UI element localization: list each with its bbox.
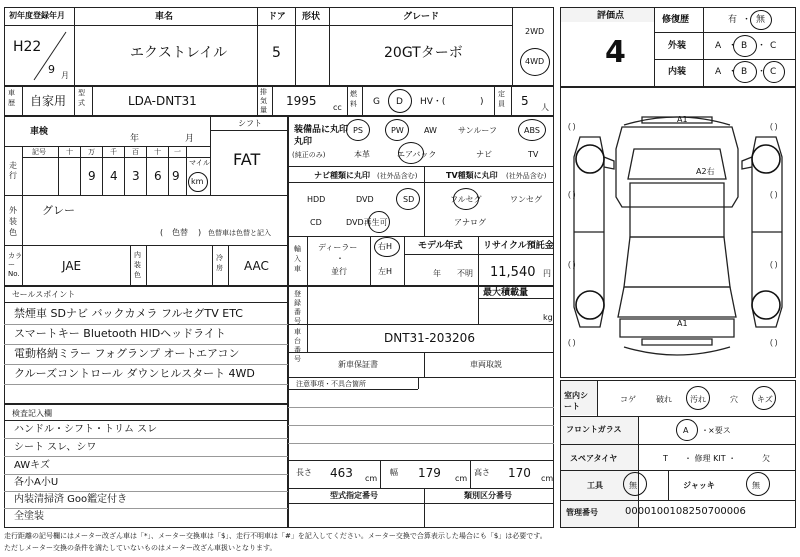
seat-item: 穴: [730, 395, 738, 404]
sales-line: クルーズコントロール ダウンヒルスタート 4WD: [14, 367, 255, 380]
svg-text:( ): ( ): [770, 338, 778, 347]
repair-label: 修復歴: [662, 15, 690, 25]
color-change-open: (: [160, 228, 164, 237]
tv-sub: (社外品含む): [506, 172, 547, 180]
tools-label: 工具: [587, 481, 603, 490]
mileage-digit: 4: [110, 169, 118, 183]
inspect-line: 各小A小U: [14, 477, 59, 488]
mileage-mile: マイル: [189, 159, 210, 167]
inspection-month: 月: [185, 134, 195, 144]
mileage-label: 走行: [9, 161, 17, 180]
equipment-label: 装備品に丸印: [294, 125, 349, 135]
ac-label: 冷房: [216, 254, 223, 272]
fuel-close: ): [480, 97, 484, 107]
first-reg-label: 初年度登録年月: [9, 11, 65, 20]
class-no-label: 類別区分番号: [464, 491, 512, 500]
mileage-col-2: 万: [88, 148, 95, 156]
recycle-value: 11,540: [490, 265, 536, 280]
width-value: 179: [418, 466, 441, 480]
ext-sep: ・: [728, 41, 738, 51]
equip-sunroof: サンルーフ: [458, 126, 497, 135]
control-value: 0000100108250700006: [625, 506, 746, 517]
warranty-label: 新車保証書: [338, 360, 378, 369]
navi-sub: (社外品含む): [377, 172, 418, 180]
type-cert-label: 型式指定番号: [330, 491, 378, 500]
jack-value: 無: [752, 481, 760, 490]
shift-label: シフト: [238, 119, 262, 128]
chassis-value: DNT31-203206: [384, 331, 475, 345]
score-value: 4: [605, 35, 626, 70]
inspect-line: 全塗装: [14, 511, 44, 522]
color-no-label: カラーNo.: [8, 252, 22, 278]
seat-item: コゲ: [620, 395, 636, 404]
score-label: 評価点: [597, 11, 625, 21]
length-label: 長さ: [296, 468, 312, 477]
fuel-d: D: [396, 97, 403, 107]
fuel-g: G: [373, 97, 380, 107]
equip-abs: ABS: [524, 126, 540, 135]
glass-sep: ・: [701, 426, 709, 435]
equipment-sub: (純正のみ): [292, 151, 326, 159]
import-label: 輸入車: [294, 245, 301, 273]
int-label: 内装: [668, 67, 687, 77]
tv-label: TV種類に丸印: [446, 171, 498, 180]
door-label: ドア: [268, 12, 286, 22]
import-left: 左H: [378, 267, 393, 276]
cc-unit: cc: [333, 103, 342, 112]
car-name-label: 車名: [155, 12, 174, 22]
control-label: 管理番号: [566, 508, 598, 517]
equip-airbag: エアバック: [397, 150, 437, 159]
seat-item: 破れ: [656, 395, 672, 404]
displacement: 1995: [286, 94, 317, 108]
glass-label: フロントガラス: [566, 425, 622, 434]
repair-sep: ・: [742, 15, 752, 25]
int-sep: ・: [728, 67, 738, 77]
recycle-label: リサイクル預託金: [483, 241, 554, 251]
height-value: 170: [508, 466, 531, 480]
first-reg-month: 9: [48, 63, 55, 76]
tv-fullseg: フルセグ: [450, 195, 482, 204]
tools-value: 無: [629, 481, 637, 490]
svg-text:( ): ( ): [770, 190, 778, 199]
color-change-close: ): [198, 228, 202, 237]
import-parallel: 並行: [331, 267, 347, 276]
sales-block: [4, 286, 288, 404]
svg-text:( ): ( ): [568, 122, 576, 131]
ext-a: A: [715, 41, 722, 51]
load-unit: kg: [543, 313, 553, 322]
equipment-label-2: 丸印: [294, 137, 313, 147]
width-unit: cm: [455, 474, 468, 483]
inspect-line: ハンドル・シフト・トリム スレ: [14, 424, 158, 435]
model-year-unknown: 不明: [457, 269, 473, 278]
model-year-label: モデル年式: [418, 241, 463, 251]
displacement-label: 排気量: [260, 88, 267, 114]
svg-text:( ): ( ): [568, 190, 576, 199]
ac-value: AAC: [244, 259, 269, 273]
drive-2wd: 2WD: [525, 27, 545, 36]
color-value: グレー: [42, 204, 75, 217]
mileage-digit: 9: [172, 169, 180, 183]
int-sep: ・: [757, 67, 767, 77]
inspect-line: 内装清掃済 Goo鑑定付き: [14, 494, 128, 505]
notes-label: 注意事項・不具合箇所: [296, 380, 366, 388]
spare-kit: ・ 修理 KIT ・: [684, 454, 737, 463]
navi-dvdplay: DVD再生可: [346, 218, 388, 227]
int-b: B: [741, 67, 748, 77]
drive-4wd: 4WD: [525, 57, 545, 66]
month-unit: 月: [61, 71, 69, 80]
sales-line: 禁煙車 SDナビ バックカメラ フルセグTV ETC: [14, 307, 243, 320]
sales-line: 電動格納ミラー フォグランプ オートエアコン: [14, 347, 240, 360]
spare-t: T: [663, 454, 668, 463]
svg-text:( ): ( ): [770, 122, 778, 131]
class-label: 車歴: [8, 89, 15, 107]
equip-pw: PW: [391, 126, 404, 135]
navi-label: ナビ種類に丸印: [314, 171, 370, 180]
length-unit: cm: [365, 474, 378, 483]
import-right: 右H: [378, 242, 393, 251]
seat-label: 室内シート: [564, 391, 588, 411]
inspect-label: 検査記入欄: [12, 409, 52, 418]
ext-c: C: [770, 41, 777, 51]
equip-tv: TV: [528, 150, 539, 159]
mileage-digit: 3: [132, 169, 140, 183]
inspect-line: AWキズ: [14, 460, 50, 471]
shape-label: 形状: [302, 12, 321, 22]
model: LDA-DNT31: [128, 94, 197, 108]
load-reg-label: 登録番号: [294, 290, 301, 325]
color-no: JAE: [62, 259, 82, 273]
color-note: 色替車は色替と記入: [208, 229, 271, 237]
equip-leather: 本革: [354, 150, 370, 159]
model-year-year: 年: [433, 269, 441, 278]
svg-text:( ): ( ): [568, 260, 576, 269]
int-c: C: [770, 67, 777, 77]
color-label: 外装色: [9, 206, 17, 237]
glass-a: A: [683, 426, 689, 435]
footer-note: ただしメーター交換の条件を満たしていないものはメーター改ざん車扱いとなります。: [4, 544, 277, 552]
navi-hdd: HDD: [307, 195, 326, 204]
footer-note: 走行距離の記号欄にはメーター改ざん車は「*」、メーター交換車は「$」、走行不明車は「#」を記入してください。メーター交換で合算表示した場合にも「$」は必要です。: [4, 532, 547, 540]
seat-item: キズ: [757, 395, 773, 404]
recycle-unit: 円: [543, 269, 551, 278]
navi-cd: CD: [310, 218, 322, 227]
equip-ps: PS: [353, 126, 363, 135]
width-label: 幅: [390, 468, 398, 477]
chassis-label: 車台番号: [294, 328, 301, 363]
navi-dvd: DVD: [356, 195, 374, 204]
spare-label: スペアタイヤ: [570, 454, 618, 463]
mileage-digit: 6: [154, 169, 162, 183]
load-label: 最大積載量: [483, 288, 529, 298]
equip-navi: ナビ: [476, 150, 492, 159]
tv-oneseg: ワンセグ: [510, 195, 542, 204]
sales-label: セールスポイント: [12, 290, 76, 299]
fuel-hv: HV・(: [420, 97, 446, 107]
mileage-col-3: 千: [110, 148, 117, 156]
ext-b: B: [741, 41, 748, 51]
capacity: 5: [521, 94, 529, 108]
diagram-side-mark: A2右: [696, 167, 715, 176]
height-label: 高さ: [474, 468, 490, 477]
inspection-year: 年: [130, 134, 140, 144]
mileage-col-6: 一: [174, 148, 181, 156]
tv-analog: アナログ: [454, 218, 486, 227]
mileage-col-1: 十: [66, 148, 73, 156]
capacity-label: 定員: [498, 90, 505, 108]
equip-aw: AW: [424, 126, 437, 135]
svg-text:( ): ( ): [770, 260, 778, 269]
car-diagram-icon: [560, 87, 796, 378]
repair-yes: 有: [728, 15, 738, 25]
mileage-col-0: 記号: [32, 148, 46, 156]
seat-item: 汚れ: [690, 395, 706, 404]
usage: 自家用: [30, 94, 67, 108]
model-label: 型式: [78, 89, 85, 107]
mileage-digit: 9: [88, 169, 96, 183]
sales-line: スマートキー Bluetooth HIDヘッドライト: [14, 327, 226, 340]
interior-label: 内装色: [134, 251, 141, 279]
inspection-label: 車検: [30, 127, 49, 137]
color-change: 色替: [172, 228, 188, 237]
first-reg-era: H22: [13, 39, 42, 55]
mileage-col-5: 十: [154, 148, 161, 156]
diagram-rear-mark: A1: [677, 319, 688, 328]
navi-sd: SD: [403, 195, 415, 204]
ext-label: 外装: [668, 41, 687, 51]
mileage-col-4: 百: [132, 148, 139, 156]
door-count: 5: [272, 45, 281, 61]
repair-no: 無: [756, 15, 766, 25]
glass-x: ×要ス: [708, 426, 731, 435]
spare-none: 欠: [762, 454, 770, 463]
fuel-label: 燃料: [350, 90, 357, 108]
import-dealer: ディーラー: [318, 243, 358, 252]
car-name: エクストレイル: [130, 45, 228, 61]
svg-text:( ): ( ): [568, 338, 576, 347]
diagram-front-mark: A1: [677, 115, 688, 124]
inspect-line: シート スレ、シワ: [14, 442, 97, 453]
grade: 20GTターボ: [384, 45, 463, 61]
ext-sep: ・: [757, 41, 767, 51]
height-unit: cm: [541, 474, 554, 483]
manual-label: 車両取説: [470, 360, 502, 369]
jack-label: ジャッキ: [683, 481, 715, 490]
length-value: 463: [330, 466, 353, 480]
import-dot: ・: [336, 254, 344, 263]
mileage-unit: km: [191, 177, 204, 186]
shift-value: FAT: [233, 150, 261, 169]
capacity-unit: 人: [541, 103, 549, 112]
int-a: A: [715, 67, 722, 77]
grade-label: グレード: [403, 12, 440, 22]
